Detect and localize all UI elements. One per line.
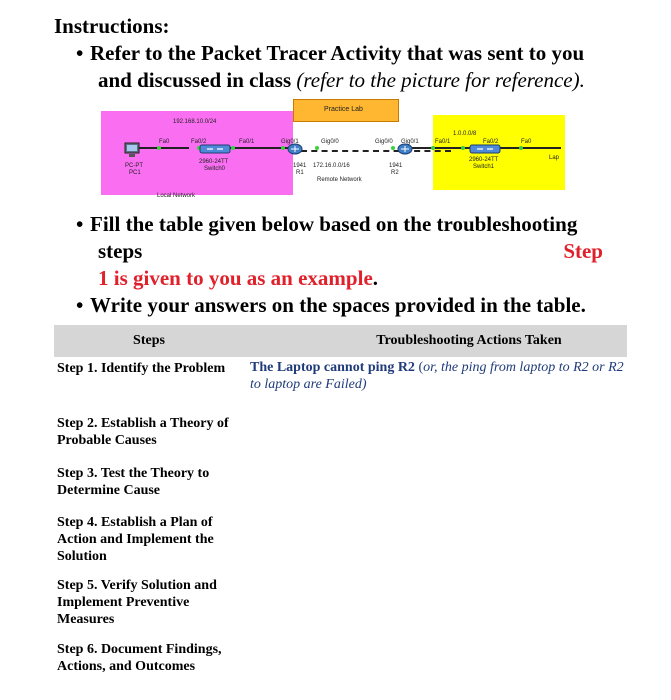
port-label: Fa0/2 (191, 139, 207, 145)
step-6-cell: Step 6. Document Findings, Actions, and Outcomes (57, 642, 222, 674)
bullet-write-answers (76, 292, 636, 319)
step-2-cell: Step 2. Establish a Theory of Probable Causes (57, 416, 229, 448)
bullet-fill-table (76, 211, 636, 292)
practice-lab-label: Practice Lab (324, 106, 363, 113)
bullet-text: Write your answers on the spaces provided in the table. (90, 293, 586, 317)
switch1-name: Switch1 (473, 164, 495, 170)
local-network-label: Local Network (157, 193, 196, 199)
port-indicator (391, 146, 395, 150)
network-topology-diagram (101, 99, 565, 209)
wire-r1-r2 (301, 150, 451, 152)
switch0-model: 2960-24TT (199, 159, 229, 165)
header-actions: Troubleshooting Actions Taken (376, 333, 562, 348)
local-network-ip: 192.168.10.0/24 (173, 119, 217, 125)
port-label: Gig0/1 (281, 139, 299, 145)
port-indicator (281, 146, 285, 150)
port-indicator (315, 146, 319, 150)
bullet-red-text: Step (563, 239, 603, 263)
bullet-text: steps (98, 239, 143, 263)
example-answer-paren: ( (414, 360, 424, 375)
wire-switch1-laptop (507, 147, 561, 149)
port-label: Fa0 (521, 139, 532, 145)
remote-network-label: Remote Network (317, 177, 362, 183)
bullet-refer-activity (76, 40, 636, 94)
port-label: Fa0/2 (483, 139, 499, 145)
practice-lab-box (293, 99, 399, 122)
bullet-italic-text: (refer to the picture for reference). (296, 68, 585, 92)
step-5-cell: Step 5. Verify Solution and Implement Preventive Measures (57, 578, 217, 627)
port-label: Fa0 (159, 139, 170, 145)
port-label: Gig0/1 (401, 139, 419, 145)
header-steps: Steps (133, 333, 165, 348)
port-indicator (519, 146, 523, 150)
port-label: Fa0/1 (435, 139, 451, 145)
example-answer-bold: The Laptop cannot ping R2 (250, 360, 415, 375)
table-header-row (54, 325, 627, 357)
port-indicator (231, 146, 235, 150)
bullet-text: Refer to the Packet Tracer Activity that was sent to you (90, 41, 585, 65)
bullet-red-text: 1 is given to you as an example (98, 266, 373, 290)
bullet-text: and discussed in class (98, 68, 292, 92)
switch0-name: Switch0 (204, 166, 226, 172)
step-1-action-cell (250, 359, 630, 393)
instructions-heading: Instructions: (54, 14, 170, 38)
port-indicator (461, 146, 465, 150)
port-label: Gig0/0 (375, 139, 393, 145)
router1-model: 1941 (293, 163, 307, 169)
step-1-cell: Step 1. Identify the Problem (57, 361, 226, 376)
bullet-dot: • (76, 41, 84, 65)
pc-icon (123, 141, 141, 159)
port-indicator (431, 146, 435, 150)
port-indicator (157, 146, 161, 150)
pc-name: PC1 (129, 170, 141, 176)
bullet-period: . (372, 266, 379, 290)
switch1-model: 2960-24TT (469, 157, 499, 163)
router2-model: 1941 (389, 163, 403, 169)
right-network-ip: 1.0.0.0/8 (453, 131, 477, 137)
step-4-cell: Step 4. Establish a Plan of Action and Implement the Solution (57, 515, 214, 564)
router2-name: R2 (391, 170, 399, 176)
step-3-cell: Step 3. Test the Theory to Determine Cause (57, 466, 210, 498)
bullet-text: Fill the table given below based on the troubleshooting (90, 212, 578, 236)
port-label: Fa0/1 (239, 139, 255, 145)
bullet-dot: • (76, 293, 84, 317)
port-label: Gig0/0 (321, 139, 339, 145)
example-answer-italic: or, the ping from laptop to R2 or R2 to laptop are Failed) (250, 360, 624, 392)
remote-network-ip: 172.16.0.0/16 (313, 163, 350, 169)
router1-name: R1 (296, 170, 304, 176)
port-label: Lap (549, 155, 560, 161)
pc-label: PC-PT (125, 163, 143, 169)
bullet-dot: • (76, 212, 84, 236)
